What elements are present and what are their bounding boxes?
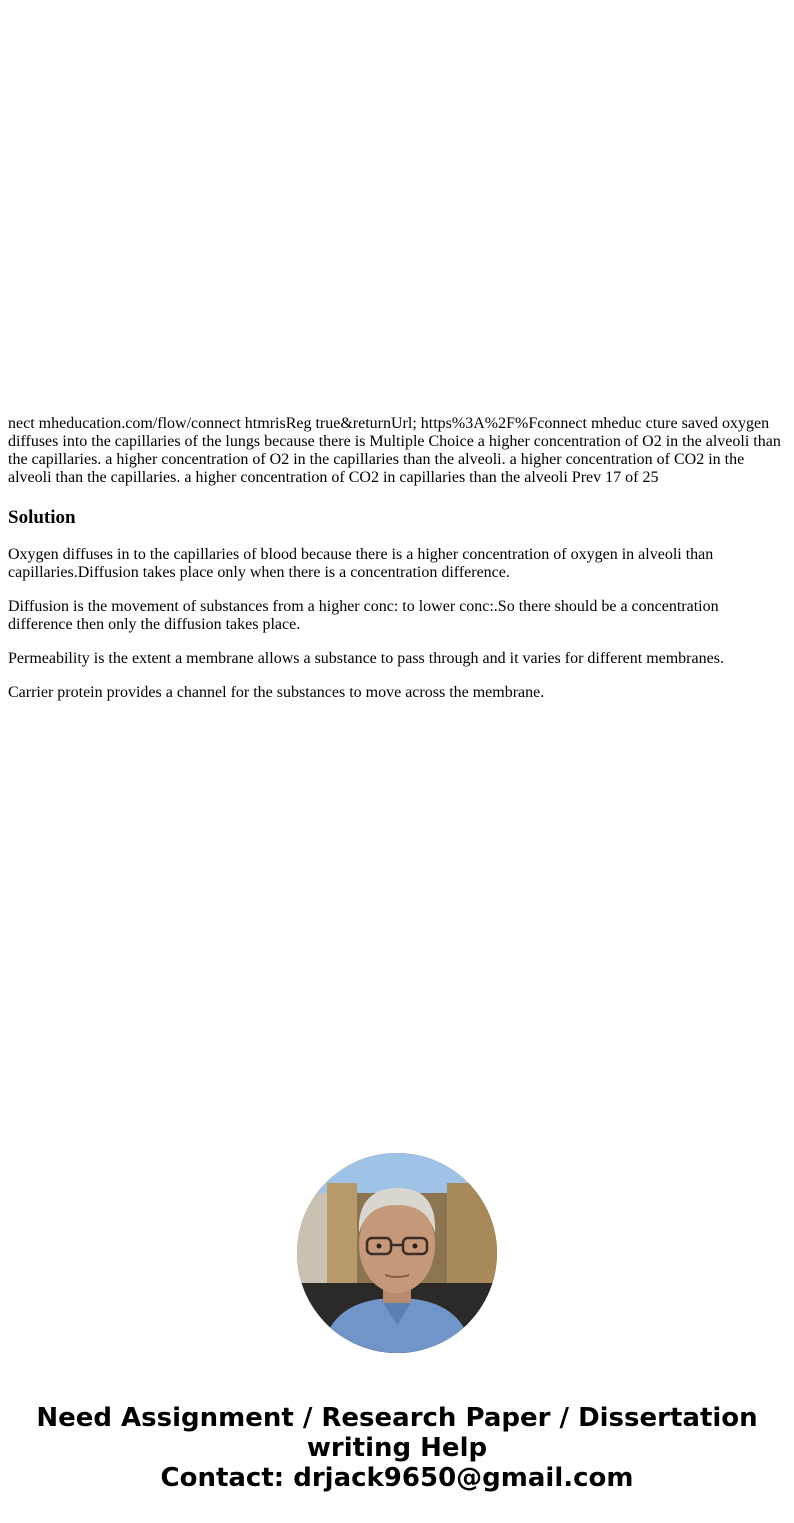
solution-paragraph-2: Diffusion is the movement of substances from a higher conc: to lower conc:.So there should be a concentration difference then only the diffusion takes place.	[8, 598, 719, 633]
solution-heading: Solution	[8, 507, 76, 528]
promo-banner	[0, 1403, 794, 1493]
avatar-portrait	[297, 1153, 497, 1353]
solution-paragraph-1: Oxygen diffuses in to the capillaries of blood because there is a higher concentration of oxygen in alveoli than capillaries.Diffusion takes place only when there is a concentration difference.	[8, 546, 714, 581]
question-text: nect mheducation.com/flow/connect htmrisReg true&returnUrl; https%3A%2F%Fconnect mheduc cture saved oxygen diffuses into the capillaries of the lungs because there is Multiple Choice a higher concentration of O2 in the alveoli than the capillaries. a higher concentration of O2 in the capillaries than the alveoli. a higher concentration of CO2 in the alveoli than the capillaries. a higher concentration of CO2 in capillaries than the alveoli Prev 17 of 25	[8, 415, 781, 486]
promo-line-2: writing Help	[306, 1433, 488, 1463]
promo-line-1: Need Assignment / Research Paper / Dissertation	[36, 1403, 758, 1433]
promo-contact: Contact: drjack9650@gmail.com	[160, 1463, 634, 1493]
avatar	[297, 1153, 497, 1353]
solution-paragraph-3: Permeability is the extent a membrane allows a substance to pass through and it varies for different membranes.	[8, 650, 724, 667]
solution-paragraph-4: Carrier protein provides a channel for the substances to move across the membrane.	[8, 684, 545, 701]
